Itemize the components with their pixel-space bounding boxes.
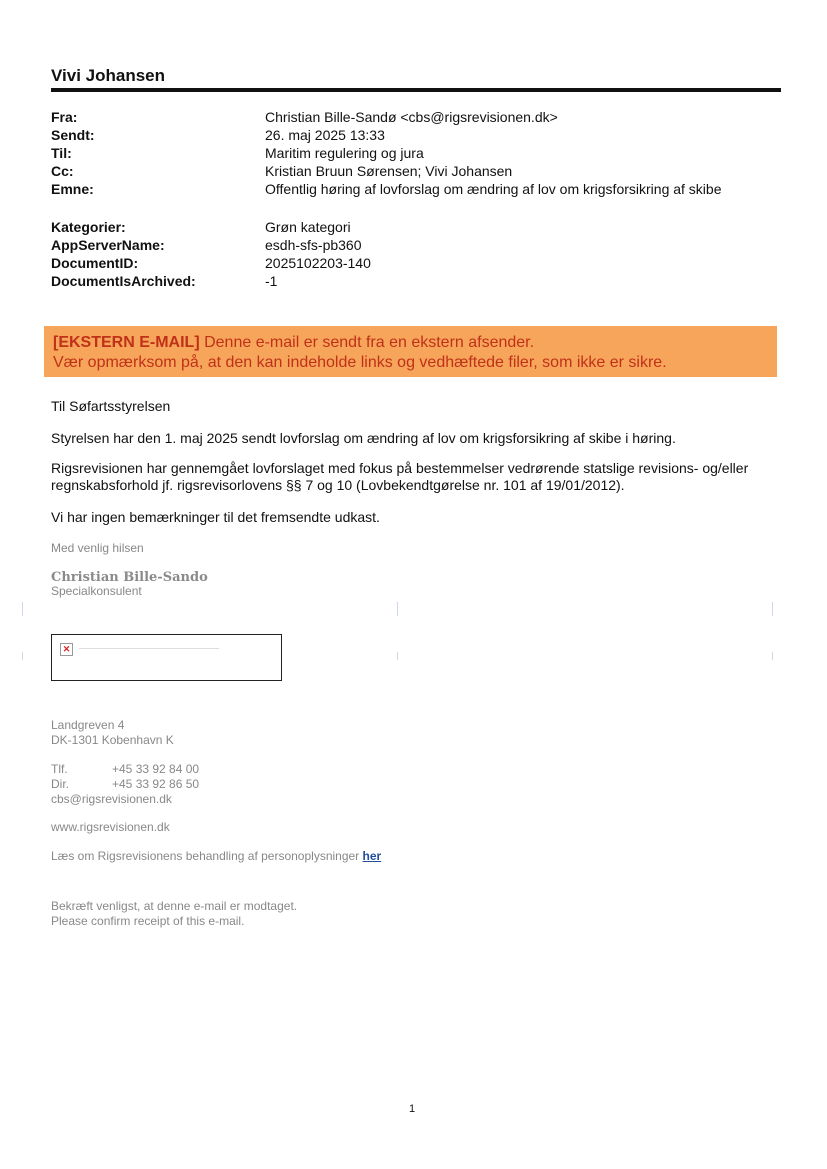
header-label: Til: xyxy=(51,145,72,161)
banner-tag: [EKSTERN E-MAIL] xyxy=(53,334,200,351)
documentid-value: 2025102203-140 xyxy=(265,255,371,271)
scan-artifact xyxy=(22,652,23,660)
header-divider xyxy=(51,88,781,92)
body-paragraph-3: Vi har ingen bemærkninger til det fremsendte udkast. xyxy=(51,509,380,525)
signature-name: Christian Bille-Sando xyxy=(51,570,208,585)
confirm-receipt-da: Bekræft venligst, at denne e-mail er modtaget. xyxy=(51,899,298,913)
subject-value: Offentlig høring af lovforslag om ændring af lov om krigsforsikring af skibe xyxy=(265,181,722,197)
header-label: Sendt: xyxy=(51,127,95,143)
meta-label: AppServerName: xyxy=(51,237,165,253)
meta-label: Kategorier: xyxy=(51,219,126,235)
header-label: Cc: xyxy=(51,163,74,179)
scan-artifact xyxy=(22,602,23,616)
archived-value: -1 xyxy=(265,273,278,289)
appserver-value: esdh-sfs-pb360 xyxy=(265,237,362,253)
email-address[interactable]: cbs@rigsrevisionen.dk xyxy=(51,792,172,806)
cc-value: Kristian Bruun Sørensen; Vivi Johansen xyxy=(265,163,513,179)
categories-value: Grøn kategori xyxy=(265,219,351,235)
privacy-text: Læs om Rigsrevisionens behandling af personoplysninger xyxy=(51,849,363,863)
body-paragraph-2: Rigsrevisionen har gennemgået lovforslaget med fokus på bestemmelser vedrørende statslige revisions- og/eller regnskabsforhold jf. rigsrevisorlovens §§ 7 og 10 (Lovbekendtgørelse nr. 101 af 19/01/2012). xyxy=(51,460,749,493)
page-number: 1 xyxy=(409,1103,416,1115)
address-line-1: Landgreven 4 xyxy=(51,718,125,732)
closing: Med venlig hilsen xyxy=(51,541,144,555)
phone-label: Tlf. xyxy=(51,762,68,776)
external-email-banner xyxy=(44,326,777,377)
address-line-2: DK-1301 Kobenhavn K xyxy=(51,733,174,747)
sender-value: Christian Bille-Sandø <cbs@rigsrevisionen.dk> xyxy=(265,109,558,125)
scan-artifact xyxy=(397,652,398,660)
header-label: Emne: xyxy=(51,181,94,197)
sent-value: 26. maj 2025 13:33 xyxy=(265,127,385,143)
image-placeholder-line xyxy=(79,648,219,649)
direct-number: +45 33 92 86 50 xyxy=(112,777,200,791)
direct-label: Dir. xyxy=(51,777,69,791)
signature-title: Specialkonsulent xyxy=(51,584,142,598)
to-value: Maritim regulering og jura xyxy=(265,145,424,161)
banner-line-1-text: Denne e-mail er sendt fra en ekstern afsender. xyxy=(199,334,535,351)
phone-number: +45 33 92 84 00 xyxy=(112,762,200,776)
privacy-notice xyxy=(51,849,381,864)
header-label: Fra: xyxy=(51,109,78,125)
privacy-link[interactable]: her xyxy=(362,849,382,863)
scan-artifact xyxy=(772,652,773,660)
greeting: Til Søfartsstyrelsen xyxy=(51,398,171,414)
logo-image-placeholder xyxy=(51,634,282,681)
banner-line-2: Vær opmærksom på, at den kan indeholde links og vedhæftede filer, som ikke er sikre. xyxy=(53,354,667,371)
meta-label: DocumentID: xyxy=(51,255,139,271)
meta-label: DocumentIsArchived: xyxy=(51,273,196,289)
confirm-receipt-en: Please confirm receipt of this e-mail. xyxy=(51,914,245,928)
scan-artifact xyxy=(772,602,773,616)
scan-artifact xyxy=(397,602,398,616)
mailbox-owner: Vivi Johansen xyxy=(51,66,166,85)
body-paragraph-1: Styrelsen har den 1. maj 2025 sendt lovforslag om ændring af lov om krigsforsikring af skibe i høring. xyxy=(51,430,676,446)
banner-line-1 xyxy=(53,333,534,353)
website-link[interactable]: www.rigsrevisionen.dk xyxy=(51,820,170,834)
broken-image-icon: ✕ xyxy=(60,643,73,656)
